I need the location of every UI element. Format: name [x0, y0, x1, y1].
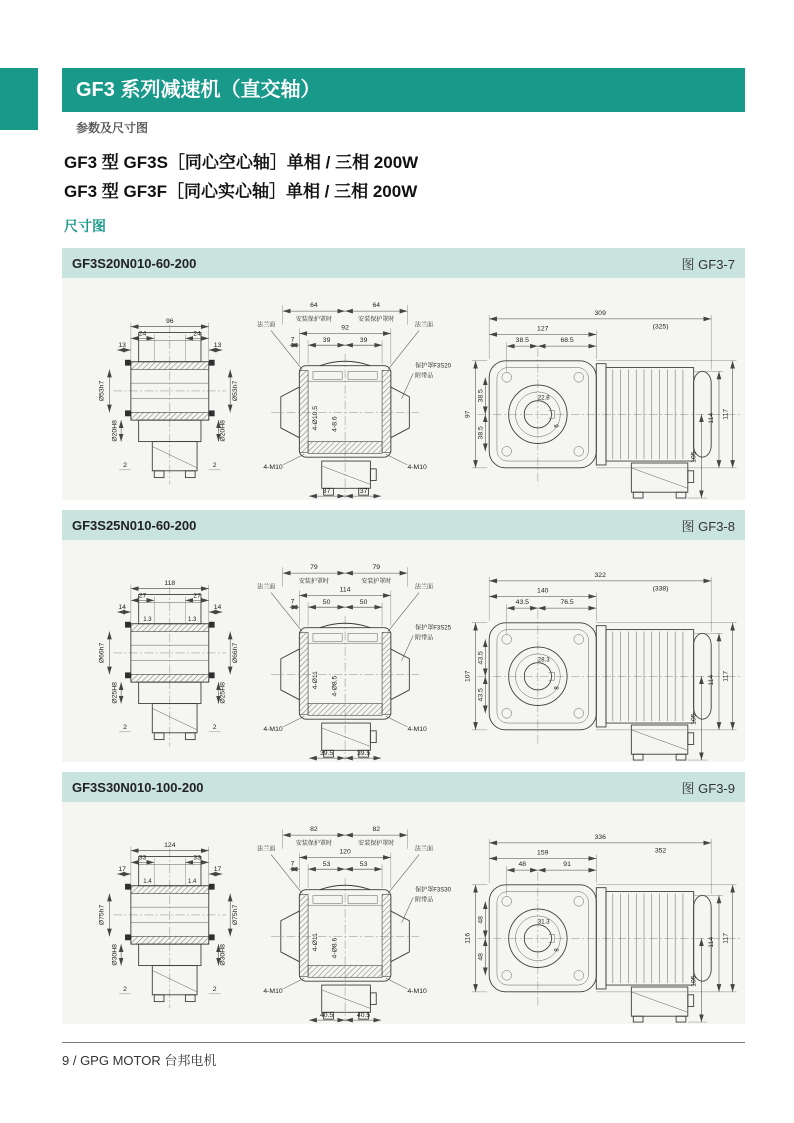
side-view — [99, 318, 239, 485]
dim-label: 50 — [322, 599, 331, 607]
dim-label: 116 — [464, 932, 472, 944]
dim-label: 43.5 — [477, 688, 485, 702]
dim-label: 352 — [654, 847, 667, 855]
figure-number: 图 GF3-9 — [681, 780, 735, 796]
dim-label: 13 — [213, 342, 222, 350]
dim-label: Ø30H8 — [219, 944, 227, 966]
dim-label: 4-Ø11 — [311, 933, 319, 952]
dim-label: 64 — [310, 302, 318, 310]
dim-label: 4-M10 — [263, 987, 283, 995]
label-guard-accessory: 附带品 — [415, 373, 434, 380]
dim-label: 43.5 — [515, 599, 529, 607]
dim-label: 37 — [359, 488, 368, 496]
dim-label: 28.3 — [537, 657, 550, 664]
dim-label: Ø66h7 — [232, 642, 239, 664]
dim-label: 38.5 — [515, 337, 529, 345]
label-guard: 保护罩F3S20 — [415, 363, 451, 370]
panel-body — [62, 802, 745, 1024]
dim-label: 96 — [166, 317, 174, 325]
dim-label: 82 — [310, 826, 318, 834]
dim-label: 14 — [118, 604, 126, 612]
dim-label: Ø25H8 — [219, 682, 227, 704]
dim-label: 2 — [212, 461, 217, 469]
side-view — [99, 580, 239, 747]
dim-label: 1.3 — [143, 616, 152, 623]
dim-label: 68.5 — [560, 337, 574, 345]
product-titles — [64, 148, 418, 206]
dim-label: 105 — [690, 975, 698, 987]
dim-label: 114 — [708, 936, 716, 948]
dim-label: 8 — [554, 686, 561, 690]
label-guard: 保护罩F3S25 — [415, 625, 451, 632]
dim-label: 124 — [164, 841, 176, 849]
dim-label: 97 — [464, 410, 472, 419]
motor-view — [465, 572, 741, 760]
label-flange-face: 法兰面 — [257, 322, 276, 329]
dim-label: 53 — [322, 861, 331, 869]
label-guard-accessory: 附带品 — [415, 635, 434, 642]
dim-label: 64 — [372, 302, 381, 310]
page-subtitle: 参数及尺寸图 — [76, 121, 149, 135]
dim-label: 22.8 — [537, 395, 550, 402]
front-view — [257, 564, 451, 760]
dim-label: 39 — [322, 337, 331, 345]
section-label-dimensions: 尺寸图 — [64, 218, 106, 234]
dim-label: 92 — [341, 324, 349, 332]
dim-label: 14 — [213, 604, 222, 612]
dim-label: Ø75h7 — [232, 904, 239, 926]
dim-label: 7 — [290, 598, 295, 606]
label-flange-face: 法兰面 — [414, 322, 433, 329]
dim-label: 114 — [708, 674, 716, 686]
dim-label: Ø25H8 — [111, 682, 119, 704]
dim-label: 322 — [594, 572, 606, 579]
note-cover-installed: 安装护罩时 — [361, 578, 392, 585]
motor-view — [465, 310, 741, 498]
panel-gf3s25 — [62, 510, 745, 762]
dim-label: 33 — [138, 854, 147, 862]
model-code: GF3S20N010-60-200 — [72, 255, 197, 271]
corner-accent-block — [0, 68, 38, 130]
dim-label: 2 — [212, 985, 217, 993]
figure-number: 图 GF3-7 — [681, 256, 735, 272]
dim-label: 117 — [722, 670, 730, 682]
model-code: GF3S30N010-100-200 — [72, 779, 204, 795]
dim-label: 79 — [310, 564, 318, 572]
dim-label: Ø20H8 — [111, 420, 119, 442]
dim-label: 39 — [359, 337, 368, 345]
dim-label: 1.4 — [143, 878, 152, 885]
dim-label: Ø30H8 — [111, 944, 119, 966]
dim-label: 4-M10 — [407, 987, 427, 995]
dim-label: 4-M10 — [263, 463, 283, 471]
dim-label: 2 — [123, 985, 127, 993]
dim-label: 2 — [123, 723, 127, 731]
dim-label: 17 — [118, 866, 126, 874]
dim-label: 82 — [372, 826, 381, 834]
figure-number: 图 GF3-8 — [681, 518, 735, 534]
dim-label: 17 — [213, 866, 222, 874]
dim-label: 39.5 — [319, 750, 334, 758]
dim-label: 24 — [193, 330, 201, 338]
dim-label: Ø53h7 — [98, 380, 106, 402]
dim-label: 2 — [123, 461, 127, 469]
dim-label: Ø66h7 — [98, 642, 106, 664]
dim-label: 43.5 — [477, 651, 485, 665]
motor-view — [465, 834, 741, 1022]
dim-label: 48 — [477, 916, 485, 924]
dim-label: 79 — [372, 564, 381, 572]
dim-label: 105 — [690, 713, 698, 725]
label-flange-face: 法兰面 — [414, 584, 433, 591]
note-cover-installed: 安装护罩时 — [298, 578, 329, 585]
dim-label: 48 — [477, 953, 485, 961]
dim-label: 118 — [164, 579, 176, 587]
dim-label: 4-M10 — [263, 725, 283, 733]
dim-label: 140 — [537, 587, 549, 595]
side-view — [99, 842, 239, 1009]
dim-label: 4-Ø8.5 — [331, 675, 339, 697]
dim-label: 39.5 — [356, 750, 371, 758]
dim-label: 48 — [518, 861, 527, 869]
dim-label: 76.5 — [560, 599, 574, 607]
dim-label: 27 — [138, 592, 147, 600]
note-cover-installed: 安装保护罩时 — [358, 840, 395, 847]
label-flange-face: 法兰面 — [257, 584, 276, 591]
dim-label: 31.3 — [537, 919, 550, 926]
dim-label: 13 — [118, 342, 126, 350]
dim-label: 33 — [193, 854, 201, 862]
dim-label: 40.5 — [356, 1012, 371, 1020]
dim-label: 40.5 — [319, 1012, 334, 1020]
dim-label: 159 — [537, 849, 549, 857]
dim-label: 38.5 — [477, 389, 485, 403]
dim-label: 1.3 — [188, 616, 197, 623]
front-view — [257, 302, 451, 498]
dim-label: 6 — [554, 424, 561, 428]
dim-label: 2 — [212, 723, 217, 731]
dim-label: 4-M10 — [407, 463, 427, 471]
dim-label: 91 — [563, 861, 571, 869]
label-flange-face: 法兰面 — [257, 846, 276, 853]
dim-label: 114 — [708, 412, 716, 424]
product-title-gf3s: GF3 型 GF3S［同心空心轴］单相 / 三相 200W — [64, 153, 419, 172]
dim-label: 117 — [722, 408, 730, 420]
dim-label: 24 — [138, 330, 147, 338]
dim-label: 1.4 — [188, 878, 197, 885]
dim-label: 37 — [322, 488, 331, 496]
dim-label: 4-8.6 — [331, 416, 339, 432]
panel-body — [62, 278, 745, 500]
panel-header — [62, 772, 745, 802]
dim-label: (338) — [652, 585, 669, 593]
dim-label: 4-Ø8.6 — [331, 937, 339, 959]
dim-label: 7 — [290, 336, 295, 344]
dim-label: 336 — [594, 834, 606, 841]
label-flange-face: 法兰面 — [414, 846, 433, 853]
dim-label: 105 — [690, 451, 698, 463]
dim-label: Ø53h7 — [232, 380, 239, 402]
dim-label: 107 — [464, 670, 472, 682]
panel-header — [62, 248, 745, 278]
dim-label: 4-Ø11 — [311, 671, 319, 690]
dimension-drawing — [62, 278, 745, 500]
dim-label: 127 — [537, 325, 549, 333]
dim-label: 309 — [594, 310, 606, 317]
dim-label: 53 — [359, 861, 368, 869]
note-cover-installed: 安装保护罩时 — [295, 316, 332, 323]
page-footer: 9 / GPG MOTOR 台邦电机 — [62, 1053, 217, 1068]
dim-label: 27 — [193, 592, 201, 600]
dim-label: 120 — [339, 848, 351, 856]
dim-label: 4-Ø10.5 — [311, 405, 319, 431]
dim-label: 114 — [339, 586, 351, 594]
page-title: GF3 系列减速机（直交轴） — [62, 68, 745, 112]
model-code: GF3S25N010-60-200 — [72, 517, 197, 533]
dim-label: 4-M10 — [407, 725, 427, 733]
product-title-gf3f: GF3 型 GF3F［同心实心轴］单相 / 三相 200W — [64, 182, 418, 201]
dim-label: 7 — [290, 860, 295, 868]
dim-label: 38.5 — [477, 426, 485, 440]
footer-divider — [62, 1042, 745, 1043]
panel-header — [62, 510, 745, 540]
panel-gf3s20 — [62, 248, 745, 500]
panel-gf3s30 — [62, 772, 745, 1024]
dimension-drawing — [62, 802, 745, 1024]
note-cover-installed: 安装保护罩时 — [358, 316, 395, 323]
dim-label: Ø20H8 — [219, 420, 227, 442]
dim-label: (325) — [652, 323, 669, 331]
dim-label: 50 — [359, 599, 368, 607]
note-cover-installed: 安装保护罩时 — [295, 840, 332, 847]
dimension-drawing — [62, 540, 745, 762]
label-guard: 保护罩F3S30 — [415, 887, 451, 894]
dim-label: Ø75h7 — [98, 904, 106, 926]
front-view — [257, 826, 451, 1022]
dim-label: 8 — [554, 948, 561, 952]
label-guard-accessory: 附带品 — [415, 897, 434, 904]
panel-body — [62, 540, 745, 762]
dim-label: 117 — [722, 932, 730, 944]
